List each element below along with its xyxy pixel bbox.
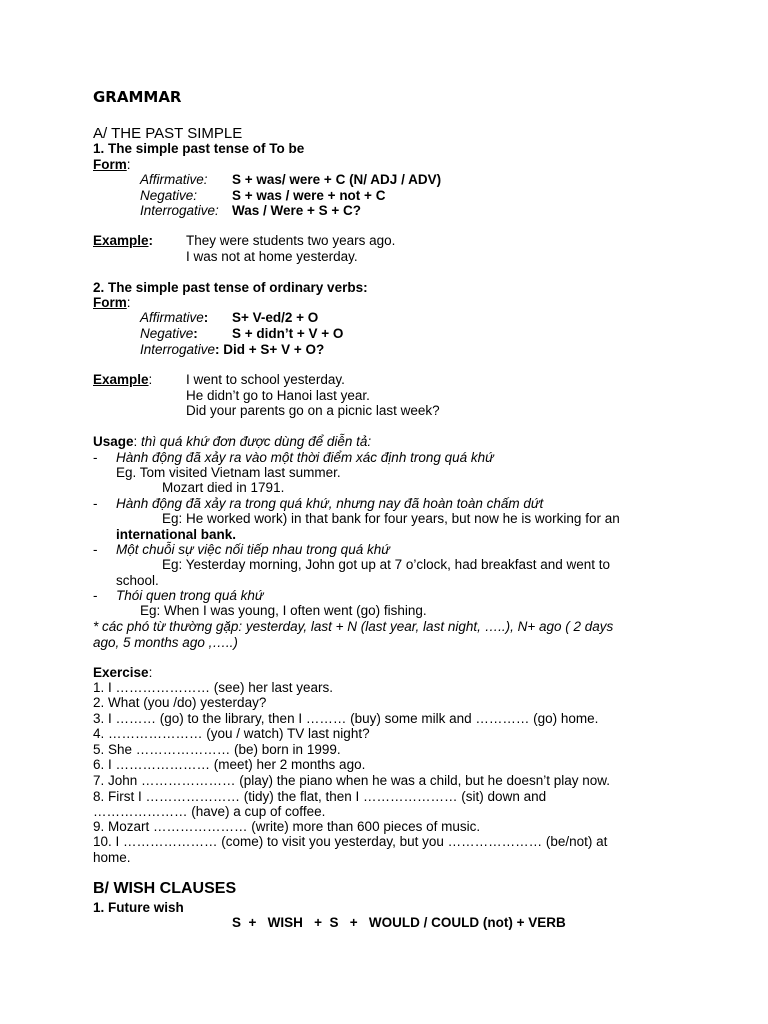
adverbs-line-1: * các phó từ thường gặp: yesterday, last + N (last year, last night, …..), N+ ago ( 2 days: [93, 619, 614, 634]
exercise-item: 2. What (you /do) yesterday?: [93, 695, 267, 710]
exercise-item: 9. Mozart ………………… (write) more than 600 pieces of music.: [93, 819, 481, 834]
section-a-heading: A/ THE PAST SIMPLE: [93, 125, 243, 142]
exercise-item: 7. John ………………… (play) the piano when he was a child, but he doesn’t play now.: [93, 773, 611, 788]
negative-formula-2: S + didn’t + V + O: [232, 326, 344, 341]
exercise-item: 10. I ………………… (come) to visit you yesterday, but you ………………… (be/not) at: [93, 834, 608, 849]
bullet-dash: -: [93, 588, 98, 603]
example-label-2: Example:: [93, 372, 153, 387]
bullet-dash: -: [93, 450, 98, 465]
exercise-item: home.: [93, 850, 131, 865]
usage-case-2: Hành động đã xảy ra trong quá khứ, nhưng nay đã hoàn toàn chấm dứt: [116, 496, 544, 511]
example-label-1: Example:: [93, 233, 154, 248]
usage-case-2-example-1: Eg: He worked work) in that bank for four years, but now he is working for an: [162, 511, 620, 526]
usage-case-4-example: Eg: When I was young, I often went (go) fishing.: [140, 603, 427, 618]
interrogative-label-1: Interrogative:: [140, 203, 219, 218]
exercise-item: ………………… (have) a cup of coffee.: [93, 804, 326, 819]
interrogative-line-2: Interrogative: Did + S+ V + O?: [140, 342, 325, 357]
negative-label-1: Negative:: [140, 188, 198, 203]
example-2-2: He didn’t go to Hanoi last year.: [186, 388, 370, 403]
example-2-3: Did your parents go on a picnic last week?: [186, 403, 440, 418]
example-1-2: I was not at home yesterday.: [186, 249, 358, 264]
usage-case-3: Một chuỗi sự việc nối tiếp nhau trong quá khứ: [116, 542, 390, 557]
form-label-2: Form:: [93, 295, 131, 310]
negative-label-2: Negative:: [140, 326, 198, 341]
adverbs-line-2: ago, 5 months ago ,…..): [93, 635, 238, 650]
section-b-heading: B/ WISH CLAUSES: [93, 880, 237, 897]
ordinary-heading: 2. The simple past tense of ordinary verbs:: [93, 280, 368, 295]
future-wish-formula: S + WISH + S + WOULD / COULD (not) + VERB: [232, 915, 566, 930]
exercise-item: 4. ………………… (you / watch) TV last night?: [93, 726, 370, 741]
negative-formula-1: S + was / were + not + C: [232, 188, 386, 203]
tobe-heading: 1. The simple past tense of To be: [93, 141, 305, 156]
bullet-dash: -: [93, 542, 98, 557]
page-title: GRAMMAR: [93, 88, 182, 106]
affirmative-label-2: Affirmative:: [140, 310, 209, 325]
usage-case-3-example-1: Eg: Yesterday morning, John got up at 7 o’clock, had breakfast and went to: [162, 557, 611, 572]
form-label-1: Form:: [93, 157, 131, 172]
exercise-item: 6. I ………………… (meet) her 2 months ago.: [93, 757, 366, 772]
exercise-label: Exercise:: [93, 665, 153, 680]
exercise-item: 1. I ………………… (see) her last years.: [93, 680, 334, 695]
example-1-1: They were students two years ago.: [186, 233, 396, 248]
usage-case-2-example-2: international bank.: [116, 527, 237, 542]
exercise-item: 8. First I ………………… (tidy) the flat, then I ………………… (sit) down and: [93, 789, 547, 804]
usage-case-3-example-2: school.: [116, 573, 159, 588]
usage-case-1: Hành động đã xảy ra vào một thời điểm xác định trong quá khứ: [116, 450, 494, 465]
affirmative-label-1: Affirmative:: [140, 172, 208, 187]
exercise-item: 3. I ……… (go) to the library, then I ……… (buy) some milk and ………… (go) home.: [93, 711, 599, 726]
bullet-dash: -: [93, 496, 98, 511]
usage-line: Usage: thì quá khứ đơn được dùng để diễn tả:: [93, 434, 372, 449]
affirmative-formula-1: S + was/ were + C (N/ ADJ / ADV): [232, 172, 442, 187]
example-2-1: I went to school yesterday.: [186, 372, 345, 387]
usage-case-1-example-1: Eg. Tom visited Vietnam last summer.: [116, 465, 341, 480]
future-wish-heading: 1. Future wish: [93, 900, 184, 915]
usage-case-1-example-2: Mozart died in 1791.: [162, 480, 285, 495]
interrogative-formula-1: Was / Were + S + C?: [232, 203, 362, 218]
usage-case-4: Thói quen trong quá khứ: [116, 588, 264, 603]
affirmative-formula-2: S+ V-ed/2 + O: [232, 310, 319, 325]
exercise-item: 5. She ………………… (be) born in 1999.: [93, 742, 341, 757]
